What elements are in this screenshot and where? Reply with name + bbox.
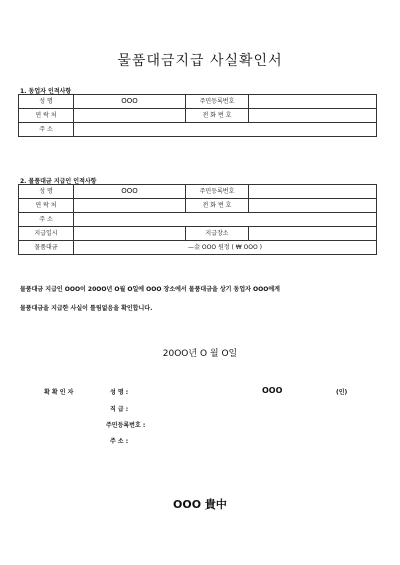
name-value: OOO <box>74 185 186 199</box>
addressee: OOO 貴中 <box>173 498 227 511</box>
contact-value <box>74 199 186 213</box>
address-value <box>74 123 377 137</box>
phone-value <box>249 199 377 213</box>
section-2-table <box>18 184 377 255</box>
document-title: 물품대금지급 사실확인서 <box>117 53 283 69</box>
section-1-table <box>18 94 377 137</box>
paid-place-value <box>249 227 377 241</box>
confirmer-label: 확 확 인 자 <box>44 389 74 396</box>
signer-name-label: 성 명 : <box>110 389 129 396</box>
position-label: 직 급 : <box>110 406 129 413</box>
label-contact: 연 락 처 <box>19 199 74 213</box>
phone-value <box>249 109 377 123</box>
label-contact: 연 락 처 <box>19 109 74 123</box>
statement-line-1: 물품대금 지급인 OOO이 20OO년 O월 O일에 OOO 장소에서 물품대금을 상기 동업자 OOO에게 <box>20 286 280 293</box>
statement-line-2: 물품대금을 지급한 사실이 틀림없음을 확인합니다. <box>20 305 153 312</box>
rrn-value <box>249 95 377 109</box>
label-rrn: 주민등록번호 <box>186 185 249 199</box>
document-date: 20OO년 O 월 O일 <box>162 349 238 359</box>
label-paid-date: 지급일시 <box>19 227 74 241</box>
label-rrn: 주민등록번호 <box>186 95 249 109</box>
rrn-value <box>249 185 377 199</box>
label-amount: 물품대금 <box>19 241 74 255</box>
rrn-label: 주민등록번호 : <box>106 422 146 429</box>
address-label: 주 소 : <box>110 438 129 445</box>
label-phone: 전 화 번 호 <box>186 109 249 123</box>
amount-value: —金 OOO 원정 ( ₩ OOO ) <box>74 241 377 255</box>
label-name: 성 명 <box>19 185 74 199</box>
label-name: 성 명 <box>19 95 74 109</box>
section-2-heading: 2. 물품대금 지급인 인적사항 <box>20 178 97 185</box>
address-value <box>74 213 377 227</box>
label-phone: 전 화 번 호 <box>186 199 249 213</box>
label-address: 주 소 <box>19 213 74 227</box>
signer-name-value: OOO <box>262 386 283 395</box>
label-address: 주 소 <box>19 123 74 137</box>
seal-mark: (인) <box>336 389 348 396</box>
name-value: OOO <box>74 95 186 109</box>
paid-date-value <box>74 227 186 241</box>
label-paid-place: 지급장소 <box>186 227 249 241</box>
section-1-heading: 1. 동업자 인적사항 <box>20 88 72 95</box>
contact-value <box>74 109 186 123</box>
